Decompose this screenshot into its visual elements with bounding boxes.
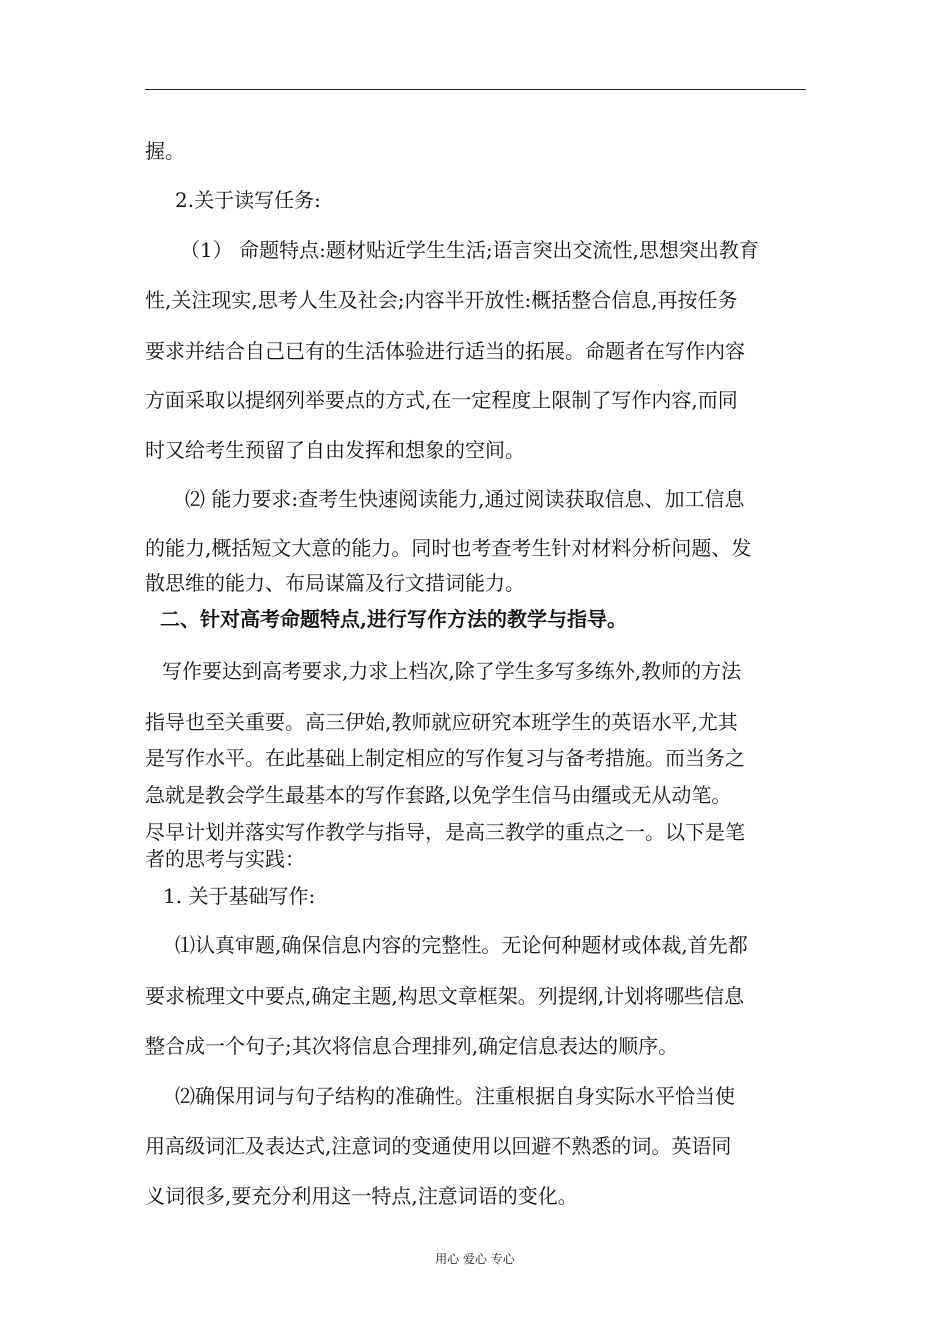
text-line: ⑴认真审题,确保信息内容的完整性。无论何种题材或体裁,首先都 bbox=[175, 933, 748, 957]
text-line: 指导也至关重要。高三伊始,教师就应研究本班学生的英语水平,尤其 bbox=[145, 710, 738, 734]
text-line: 时又给考生预留了自由发挥和想象的空间。 bbox=[145, 438, 525, 462]
text-line: ⑵ 能力要求:查考生快速阅读能力,通过阅读获取信息、加工信息 bbox=[185, 487, 745, 511]
text-line: 2.关于读写任务: bbox=[175, 188, 321, 212]
text-line: 是写作水平。在此基础上制定相应的写作复习与备考措施。而当务之 bbox=[145, 746, 745, 770]
text-line: 握。 bbox=[145, 139, 185, 163]
text-line: 要求梳理文中要点,确定主题,构思文章框架。列提纲,计划将哪些信息 bbox=[145, 984, 745, 1008]
text-line: ⑵确保用词与句子结构的准确性。注重根据自身实际水平恰当使 bbox=[175, 1084, 735, 1108]
text-line: 1. 关于基础写作: bbox=[163, 884, 316, 908]
text-line: 义词很多,要充分利用这一特点,注意词语的变化。 bbox=[145, 1184, 578, 1208]
text-line: 急就是教会学生最基本的写作套路,以免学生信马由缰或无从动笔。 bbox=[145, 783, 732, 807]
text-line: 写作要达到高考要求,力求上档次,除了学生多写多练外,教师的方法 bbox=[162, 659, 742, 683]
text-line: 散思维的能力、布局谋篇及行文措词能力。 bbox=[145, 571, 525, 595]
text-line: 者的思考与实践： bbox=[145, 847, 305, 871]
text-line: 性,关注现实,思考人生及社会;内容半开放性:概括整合信息,再按任务 bbox=[145, 288, 738, 312]
section-heading: 二、针对高考命题特点,进行写作方法的教学与指导。 bbox=[160, 607, 627, 631]
text-line: （1） 命题特点:题材贴近学生生活;语言突出交流性,思想突出教育 bbox=[180, 238, 759, 262]
page-footer: 用心 爱心 专心 bbox=[435, 1252, 515, 1266]
text-line: 整合成一个句子;其次将信息合理排列,确定信息表达的顺序。 bbox=[145, 1034, 679, 1058]
header-rule bbox=[145, 89, 806, 90]
text-line: 尽早计划并落实写作教学与指导，是高三教学的重点之一。以下是笔 bbox=[145, 820, 745, 844]
text-line: 方面采取以提纲列举要点的方式,在一定程度上限制了写作内容,而同 bbox=[145, 388, 738, 412]
text-line: 用高级词汇及表达式,注意词的变通使用以回避不熟悉的词。英语同 bbox=[145, 1134, 732, 1158]
text-line: 的能力,概括短文大意的能力。同时也考查考生针对材料分析问题、发 bbox=[145, 536, 752, 560]
text-line: 要求并结合自己已有的生活体验进行适当的拓展。命题者在写作内容 bbox=[145, 339, 745, 363]
